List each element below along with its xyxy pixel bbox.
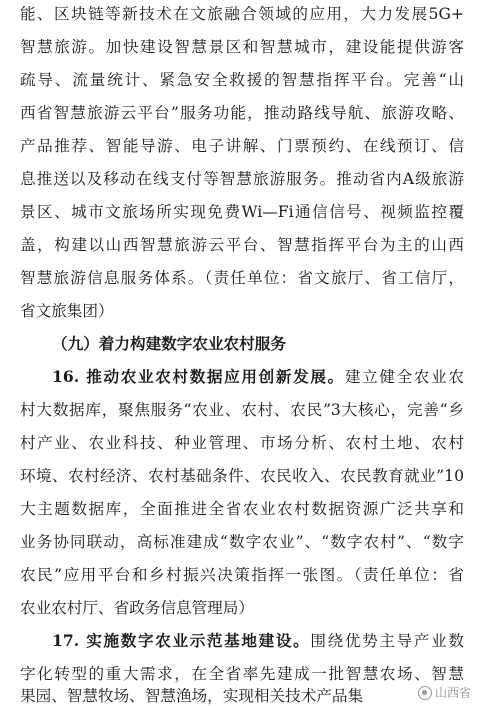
- paragraph-line: 智慧旅游。加快建设智慧景区和智慧城市，建设能提供游客: [20, 38, 464, 56]
- paragraph-line: 村产业、农业科技、种业管理、市场分析、农村土地、农村: [20, 434, 464, 452]
- paragraph-line: 农业农村厅、省政务信息管理局）: [20, 599, 254, 617]
- section-heading: （九）着力构建数字农业农村服务: [52, 334, 286, 353]
- item-16-first-line: [52, 367, 464, 387]
- item-17-first-line: [52, 631, 464, 651]
- paragraph-line: 智慧旅游信息服务体系。（责任单位：省文旅厅、省工信厅，: [20, 269, 464, 287]
- paragraph-line: 环境、农村经济、农村基础条件、农民收入、农民教育就业”10: [20, 467, 464, 485]
- paragraph-line: 大主题数据库，全面推进全省农业农村数据资源广泛共享和: [20, 500, 464, 518]
- wechat-logo-icon: [418, 686, 432, 700]
- paragraph-line: 息推送以及移动在线支付等智慧旅游服务。推动省内A级旅游: [20, 170, 464, 188]
- item-16-title: 16. 推动农业农村数据应用创新发展。: [52, 367, 345, 386]
- paragraph-line: 村大数据库，聚焦服务“农业、农村、农民”3大核心，完善“乡: [20, 401, 464, 419]
- paragraph-line: 盖，构建以山西智慧旅游云平台、智慧指挥平台为主的山西: [20, 236, 464, 254]
- item-17-first-rest: 围绕优势主导产业数: [310, 632, 464, 650]
- paragraph-line: 疏导、流量统计、紧急安全救援的智慧指挥平台。完善“山: [20, 71, 464, 89]
- paragraph-line: 能、区块链等新技术在文旅融合领域的应用，大力发展5G+: [20, 5, 464, 23]
- item-16-first-rest: 建立健全农业农: [344, 368, 464, 386]
- watermark: [418, 684, 471, 701]
- paragraph-line: 果园、智慧牧场、智慧渔场，实现相关技术产品集: [20, 687, 364, 705]
- paragraph-line: 产品推荐、智能导游、电子讲解、门票预约、在线预订、信: [20, 137, 464, 155]
- paragraph-line: 字化转型的重大需求，在全省率先建成一批智慧农场、智慧: [20, 665, 464, 683]
- paragraph-line: 业务协同联动，高标准建成“数字农业”、“数字农村”、“数字: [20, 533, 464, 551]
- paragraph-line: 省文旅集团）: [20, 302, 114, 320]
- item-17-title: 17. 实施数字农业示范基地建设。: [52, 631, 311, 650]
- paragraph-line: 景区、城市文旅场所实现免费Wi—Fi通信信号、视频监控覆: [20, 203, 464, 221]
- paragraph-line: 西省智慧旅游云平台”服务功能，推动路线导航、旅游攻略、: [20, 104, 464, 122]
- paragraph-line: 农民”应用平台和乡村振兴决策指挥一张图。（责任单位：省: [20, 566, 464, 584]
- watermark-text: 山西省: [434, 686, 471, 700]
